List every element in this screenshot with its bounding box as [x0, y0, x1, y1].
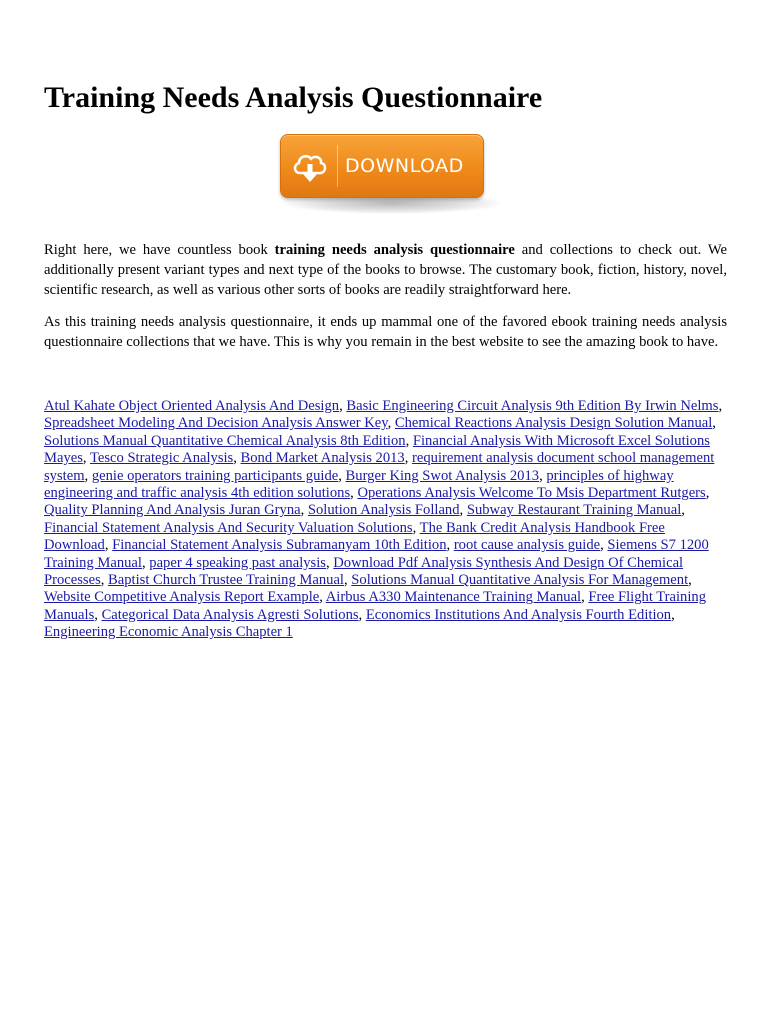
related-link[interactable]: Burger King Swot Analysis 2013	[345, 467, 540, 484]
intro-text-end: and collections to check out. We additionally present variant types and next type of the books to browse. The customary book, fiction, history, novel, scientific research, as well as various other sorts of books are readily straightforward here.	[44, 242, 728, 298]
link-separator: ,	[84, 467, 92, 484]
related-link[interactable]: Solutions Manual Quantitative Chemical Analysis 8th Edition	[44, 432, 406, 449]
link-separator: ,	[82, 450, 90, 467]
related-link[interactable]: genie operators training participants guide	[91, 467, 339, 484]
link-separator: ,	[338, 467, 346, 484]
link-separator: ,	[600, 537, 608, 554]
link-separator: ,	[325, 554, 334, 571]
related-link[interactable]: Spreadsheet Modeling And Decision Analysis Answer Key	[44, 415, 388, 432]
related-link[interactable]: Solutions Manual Quantitative Analysis For Management	[351, 572, 689, 589]
intro-bold-title: training needs analysis questionnaire	[274, 242, 515, 258]
related-link[interactable]: Engineering Economic Analysis Chapter 1	[44, 624, 293, 641]
cloud-download-icon	[290, 146, 330, 186]
related-link[interactable]: Categorical Data Analysis Agresti Solutions	[101, 606, 359, 623]
related-link[interactable]: Financial Statement Analysis And Security Valuation Solutions	[44, 519, 413, 536]
link-separator: ,	[405, 432, 413, 449]
related-link[interactable]: Tesco Strategic Analysis	[89, 450, 234, 467]
link-separator: ,	[100, 572, 109, 589]
related-link[interactable]: Basic Engineering Circuit Analysis 9th Edition By Irwin Nelms	[346, 398, 719, 414]
related-link[interactable]: Financial Statement Analysis Subramanyam 10th Edition	[112, 537, 447, 554]
intro-paragraph	[44, 240, 727, 300]
link-separator: ,	[446, 537, 454, 554]
related-link[interactable]: Subway Restaurant Training Manual	[466, 502, 682, 519]
related-link[interactable]: Operations Analysis Welcome To Msis Department Rutgers	[357, 485, 706, 502]
link-separator: ,	[233, 450, 241, 467]
link-separator: ,	[718, 398, 723, 414]
link-separator: ,	[688, 572, 692, 589]
related-link[interactable]: Solution Analysis Folland	[307, 502, 460, 519]
link-separator: ,	[141, 554, 150, 571]
related-link[interactable]: requirement analysis document school management system	[44, 450, 715, 484]
link-separator: ,	[350, 485, 358, 502]
link-separator: ,	[404, 450, 413, 467]
related-link[interactable]: Airbus A330 Maintenance Training Manual	[325, 589, 582, 606]
link-separator: ,	[459, 502, 467, 519]
link-separator: ,	[339, 398, 347, 414]
second-paragraph: As this training needs analysis questionnaire, it ends up mammal one of the favored ebook training needs analysis questionnaire collections that we have. This is why you remain in the best website to see the amazing book to have.	[44, 314, 727, 350]
download-banner	[272, 124, 512, 224]
related-link[interactable]: Download Pdf Analysis Synthesis And Design Of Chemical Processes	[44, 554, 684, 589]
link-separator: ,	[94, 606, 102, 623]
link-separator: ,	[705, 485, 710, 502]
related-link[interactable]: Quality Planning And Analysis Juran Gryna	[44, 502, 301, 519]
link-separator: ,	[319, 589, 326, 606]
related-link[interactable]: root cause analysis guide	[453, 537, 601, 554]
download-button[interactable]	[280, 134, 484, 198]
link-separator: ,	[712, 415, 716, 432]
related-link[interactable]: Bond Market Analysis 2013	[240, 450, 405, 467]
link-separator: ,	[539, 467, 547, 484]
link-separator: ,	[358, 606, 366, 623]
related-link[interactable]: Siemens S7 1200 Training Manual	[44, 537, 709, 571]
related-link[interactable]: Baptist Church Trustee Training Manual	[108, 572, 344, 589]
related-link[interactable]: Atul Kahate Object Oriented Analysis And Design	[44, 398, 340, 414]
intro-text-start: Right here, we have countless book	[44, 242, 275, 258]
related-link[interactable]: Website Competitive Analysis Report Example	[44, 589, 320, 606]
related-link[interactable]: The Bank Credit Analysis Handbook Free Download	[44, 519, 665, 554]
related-link[interactable]: paper 4 speaking past analysis	[149, 554, 326, 571]
link-separator: ,	[671, 606, 675, 623]
download-label: DOWNLOAD	[345, 155, 464, 177]
link-separator: ,	[300, 502, 308, 519]
related-link[interactable]: Chemical Reactions Analysis Design Solution Manual	[394, 415, 713, 432]
link-separator: ,	[387, 415, 395, 432]
link-separator: ,	[681, 502, 685, 519]
link-separator: ,	[344, 572, 352, 589]
related-link[interactable]: principles of highway engineering and traffic analysis 4th edition solutions	[44, 467, 674, 502]
related-link[interactable]: Economics Institutions And Analysis Fourth Edition	[365, 606, 672, 623]
button-divider	[337, 145, 338, 187]
link-separator: ,	[412, 519, 420, 536]
page-title: Training Needs Analysis Questionnaire	[44, 81, 543, 114]
related-link[interactable]: Free Flight Training Manuals	[44, 589, 706, 623]
link-separator: ,	[104, 537, 113, 554]
link-separator: ,	[581, 589, 589, 606]
related-links	[44, 398, 727, 642]
related-link[interactable]: Financial Analysis With Microsoft Excel Solutions Mayes	[44, 432, 710, 467]
